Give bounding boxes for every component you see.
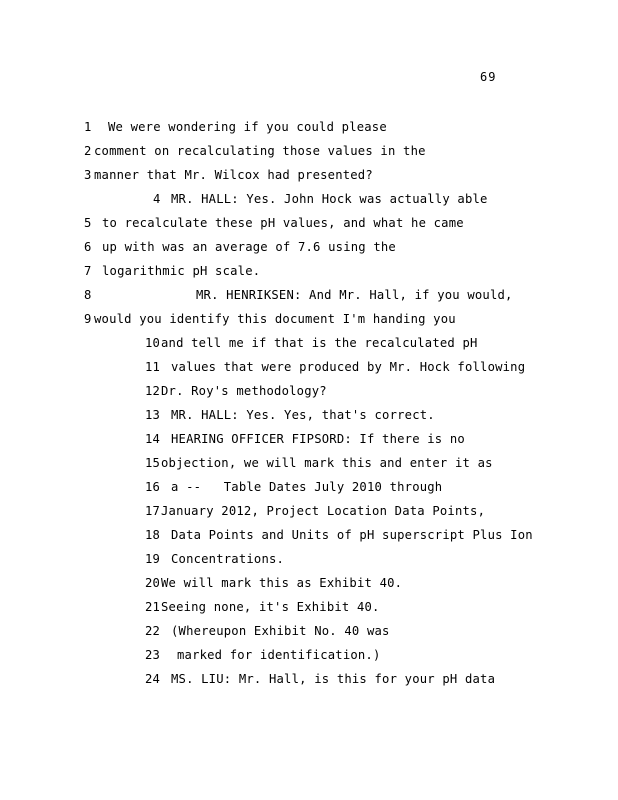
line-text: a -- Table Dates July 2010 through [171, 480, 443, 494]
transcript-line [145, 432, 465, 446]
line-number: 5 [84, 216, 92, 230]
line-number: 16 [145, 480, 161, 494]
transcript-line [145, 384, 327, 398]
line-number: 8 [84, 288, 92, 302]
line-text: Concentrations. [171, 552, 285, 566]
line-number: 20 [145, 576, 161, 590]
line-text: objection, we will mark this and enter it as [161, 456, 493, 470]
line-number: 23 [145, 648, 161, 662]
line-text: comment on recalculating those values in the [94, 144, 426, 158]
line-number: 24 [145, 672, 161, 686]
transcript-line [145, 600, 380, 614]
transcript-line [145, 528, 533, 542]
transcript-line [84, 312, 456, 326]
line-text: would you identify this document I'm handing you [94, 312, 456, 326]
line-text: Dr. Roy's methodology? [161, 384, 327, 398]
transcript-line [84, 264, 260, 278]
line-text: logarithmic pH scale. [102, 264, 261, 278]
transcript-line [145, 456, 493, 470]
line-text: MR. HALL: Yes. John Hock was actually able [171, 192, 488, 206]
line-text: manner that Mr. Wilcox had presented? [94, 168, 373, 182]
line-number: 7 [84, 264, 92, 278]
line-number: 15 [145, 456, 161, 470]
line-text: Seeing none, it's Exhibit 40. [161, 600, 380, 614]
transcript-line [84, 144, 426, 158]
line-number: 3 [84, 168, 92, 182]
line-number: 6 [84, 240, 92, 254]
transcript-line [145, 480, 442, 494]
line-text: Data Points and Units of pH superscript Plus Ion [171, 528, 533, 542]
transcript-line [145, 576, 402, 590]
line-text: HEARING OFFICER FIPSORD: If there is no [171, 432, 465, 446]
line-text: We were wondering if you could please [108, 120, 387, 134]
transcript-line [84, 288, 513, 302]
transcript-line [145, 672, 495, 686]
transcript-line [145, 552, 284, 566]
transcript-line [84, 216, 464, 230]
transcript-line [84, 168, 373, 182]
transcript-line [153, 192, 488, 206]
transcript-line [145, 648, 381, 662]
line-text: MR. HALL: Yes. Yes, that's correct. [171, 408, 435, 422]
line-number: 19 [145, 552, 161, 566]
transcript-line [145, 504, 485, 518]
transcript-line [84, 240, 396, 254]
line-number: 1 [84, 120, 92, 134]
line-number: 11 [145, 360, 161, 374]
line-text: (Whereupon Exhibit No. 40 was [171, 624, 390, 638]
line-number: 13 [145, 408, 161, 422]
line-text: MR. HENRIKSEN: And Mr. Hall, if you would, [196, 288, 513, 302]
line-number: 14 [145, 432, 161, 446]
line-text: We will mark this as Exhibit 40. [161, 576, 403, 590]
transcript-line [145, 336, 478, 350]
line-text: and tell me if that is the recalculated pH [161, 336, 478, 350]
line-number: 18 [145, 528, 161, 542]
transcript-line [145, 360, 525, 374]
line-number: 2 [84, 144, 92, 158]
line-number: 4 [153, 192, 161, 206]
transcript-line [145, 624, 390, 638]
line-number: 21 [145, 600, 161, 614]
transcript-line [145, 408, 435, 422]
line-number: 22 [145, 624, 161, 638]
line-number: 10 [145, 336, 161, 350]
transcript-line [84, 120, 387, 134]
page-number: 69 [480, 70, 497, 84]
line-text: January 2012, Project Location Data Points, [161, 504, 486, 518]
line-number: 9 [84, 312, 92, 326]
line-text: up with was an average of 7.6 using the [102, 240, 396, 254]
line-text: MS. LIU: Mr. Hall, is this for your pH data [171, 672, 496, 686]
line-number: 12 [145, 384, 161, 398]
line-text: to recalculate these pH values, and what he came [102, 216, 464, 230]
line-text: values that were produced by Mr. Hock following [171, 360, 526, 374]
line-text: marked for identification.) [177, 648, 381, 662]
line-number: 17 [145, 504, 161, 518]
